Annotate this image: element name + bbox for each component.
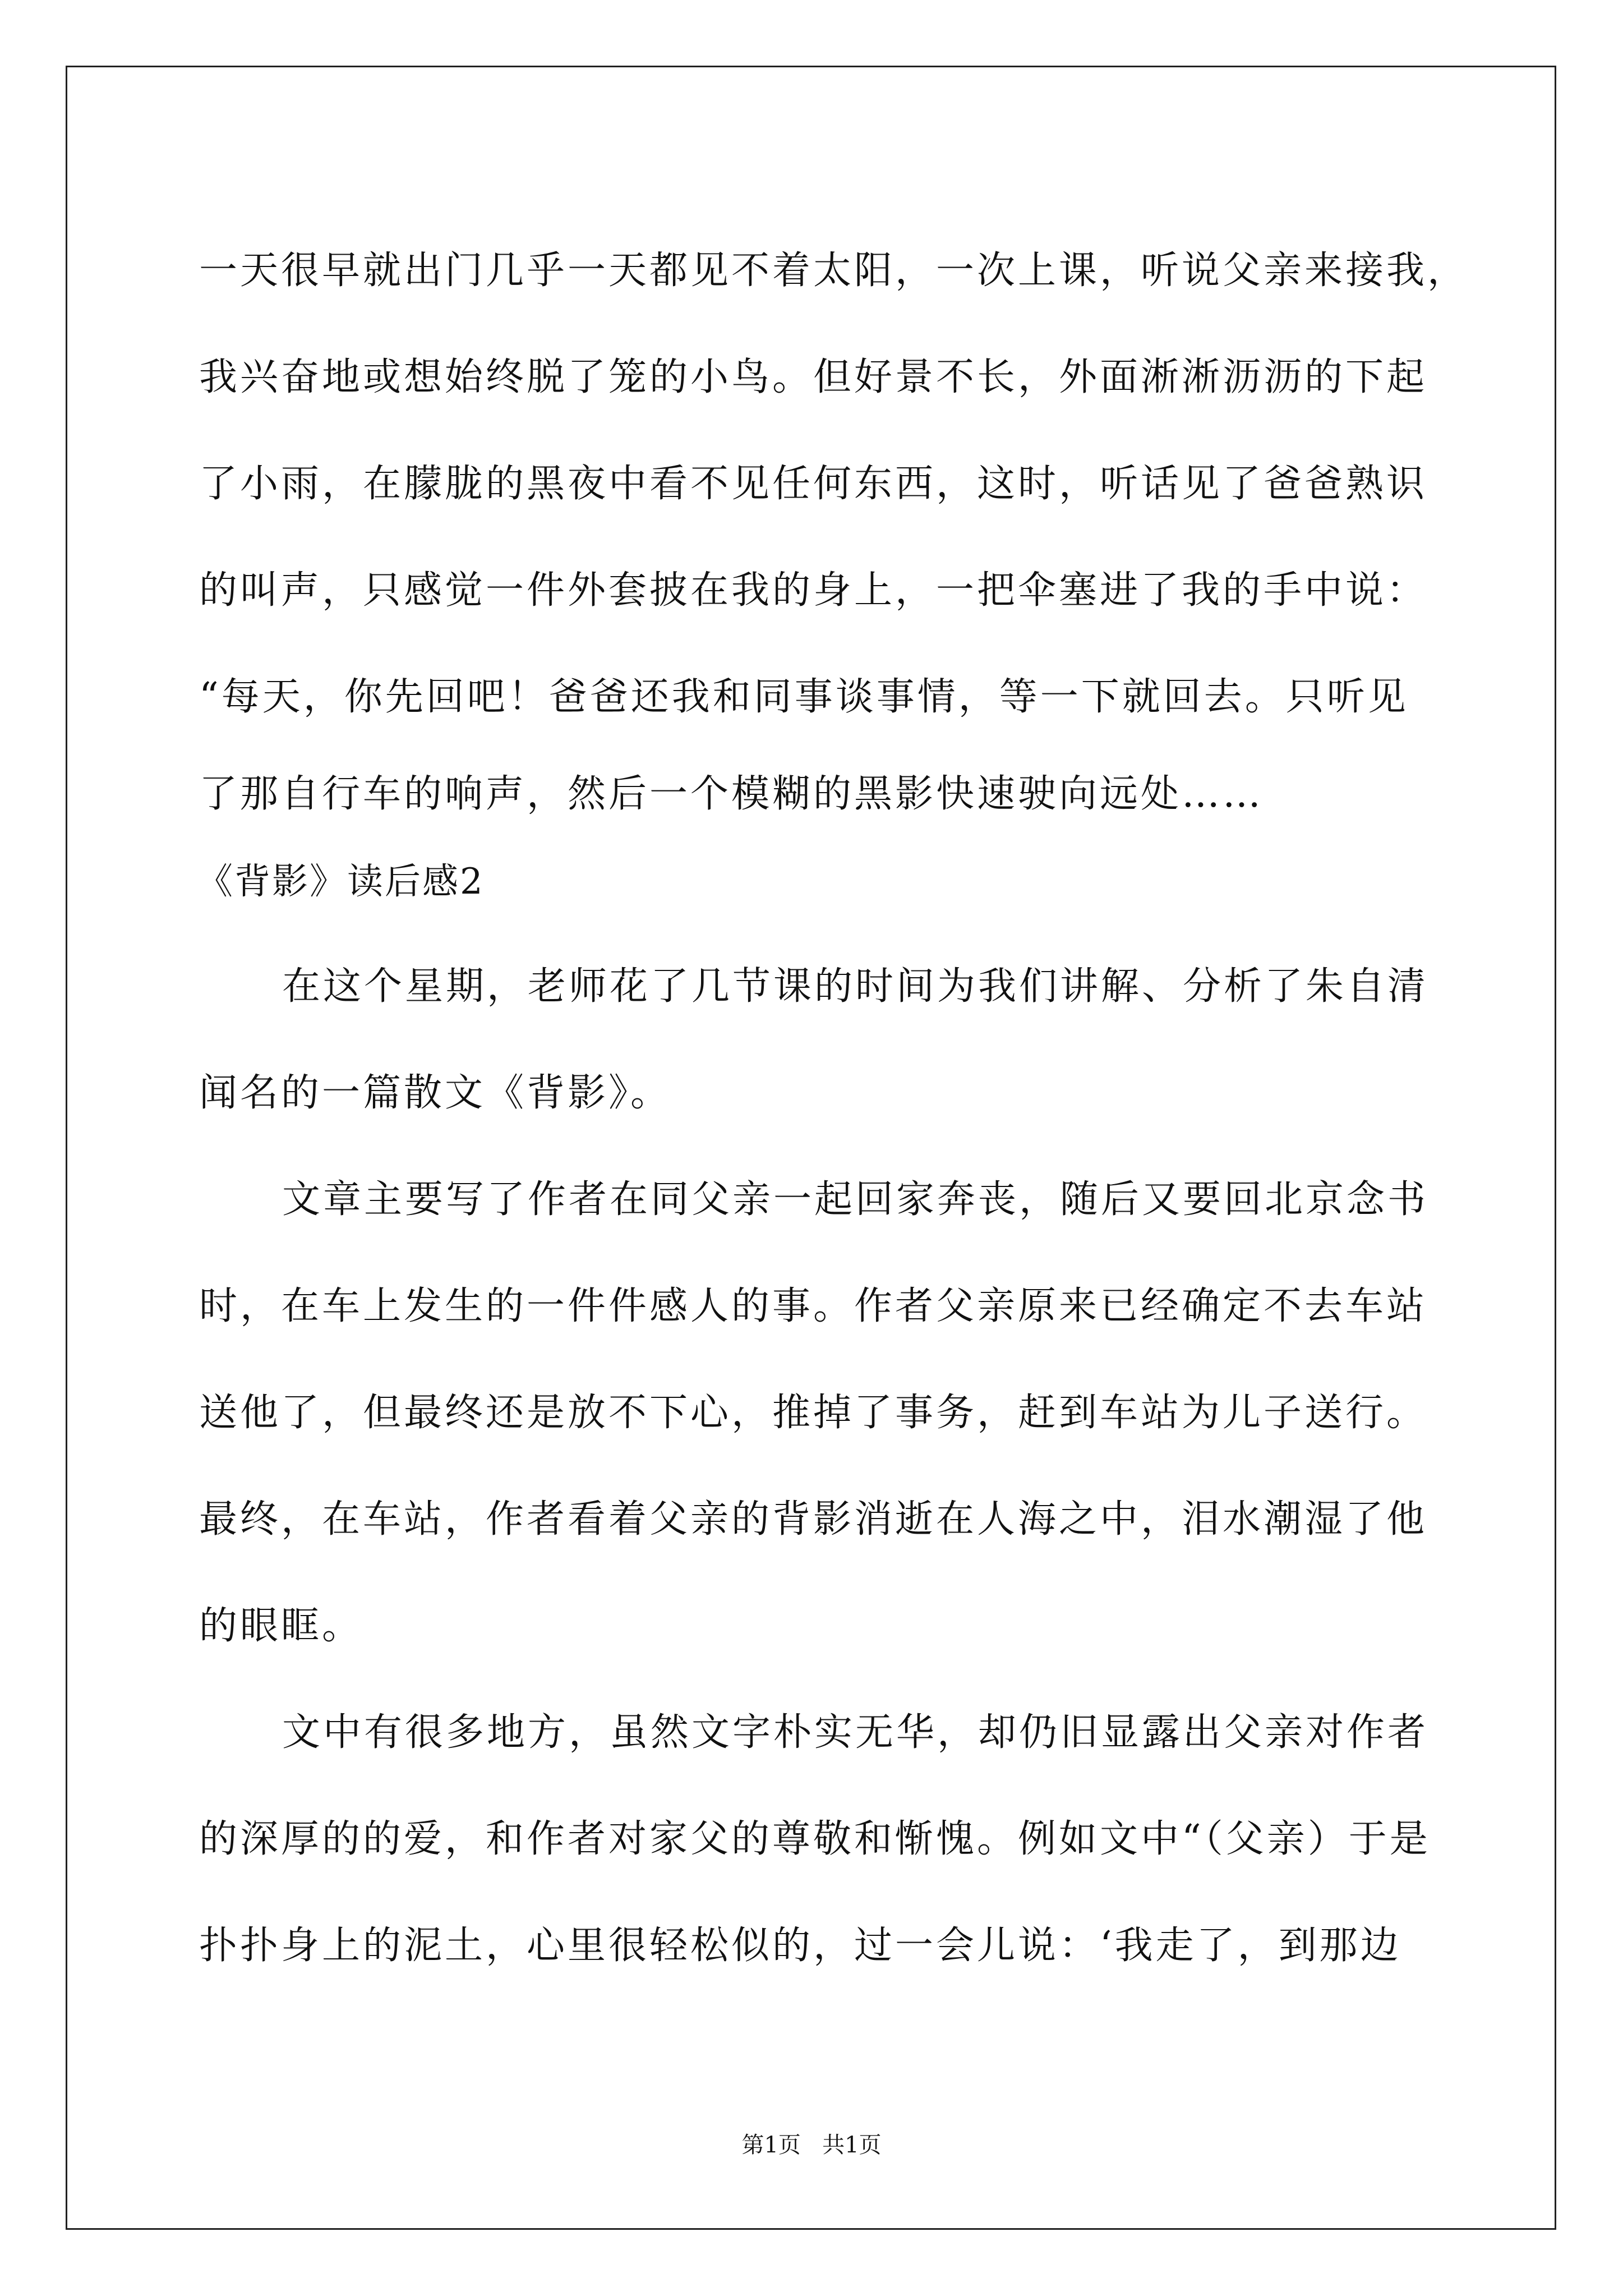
document-body (197, 218, 1469, 1999)
page-total: 共1页 (822, 2132, 882, 2158)
page-footer (0, 2127, 1623, 2159)
paragraph-2-line-2: 时，在车上发生的一件件感人的事。作者父亲原来已经确定不去车站 (199, 1284, 1428, 1328)
paragraph-1-line-1: 在这个星期，老师花了几节课的时间为我们讲解、分析了朱自清 (282, 964, 1429, 1009)
text-line: 一天很早就出门几乎一天都见不着太阳，一次上课，听说父亲来接我， (199, 249, 1469, 293)
text-line: 的叫声，只感觉一件外套披在我的身上，一把伞塞进了我的手中说： (199, 568, 1428, 613)
text-line: 了那自行车的响声，然后一个模糊的黑影快速驶向远处…… (199, 772, 1264, 816)
paragraph-2-line-1: 文章主要写了作者在同父亲一起回家奔丧，随后又要回北京念书 (282, 1177, 1429, 1222)
paragraph-2-line-5: 的眼眶。 (199, 1604, 363, 1648)
paragraph-3-line-3: 扑扑身上的泥土，心里很轻松似的，过一会儿说：‘我走了，到那边 (199, 1924, 1401, 1968)
page-number: 第1页 (741, 2132, 801, 2158)
paragraph-2-line-3: 送他了，但最终还是放不下心，推掉了事务，赶到车站为儿子送行。 (199, 1391, 1428, 1435)
text-line: “每天，你先回吧！爸爸还我和同事谈事情，等一下就回去。只听见 (199, 675, 1409, 719)
paragraph-2-line-4: 最终，在车站，作者看着父亲的背影消逝在人海之中，泪水潮湿了他 (199, 1497, 1428, 1542)
text-line: 了小雨，在朦胧的黑夜中看不见任何东西，这时，听话见了爸爸熟识 (199, 462, 1428, 506)
paragraph-3-line-2: 的深厚的的爱，和作者对家父的尊敬和惭愧。例如文中“（父亲）于是 (199, 1817, 1431, 1861)
section-heading: 《背影》读后感2 (197, 861, 485, 903)
paragraph-3-line-1: 文中有很多地方，虽然文字朴实无华，却仍旧显露出父亲对作者 (282, 1710, 1429, 1755)
paragraph-1-line-2: 闻名的一篇散文《背影》。 (199, 1071, 672, 1115)
text-line: 我兴奋地或想始终脱了笼的小鸟。但好景不长，外面淅淅沥沥的下起 (199, 355, 1428, 399)
